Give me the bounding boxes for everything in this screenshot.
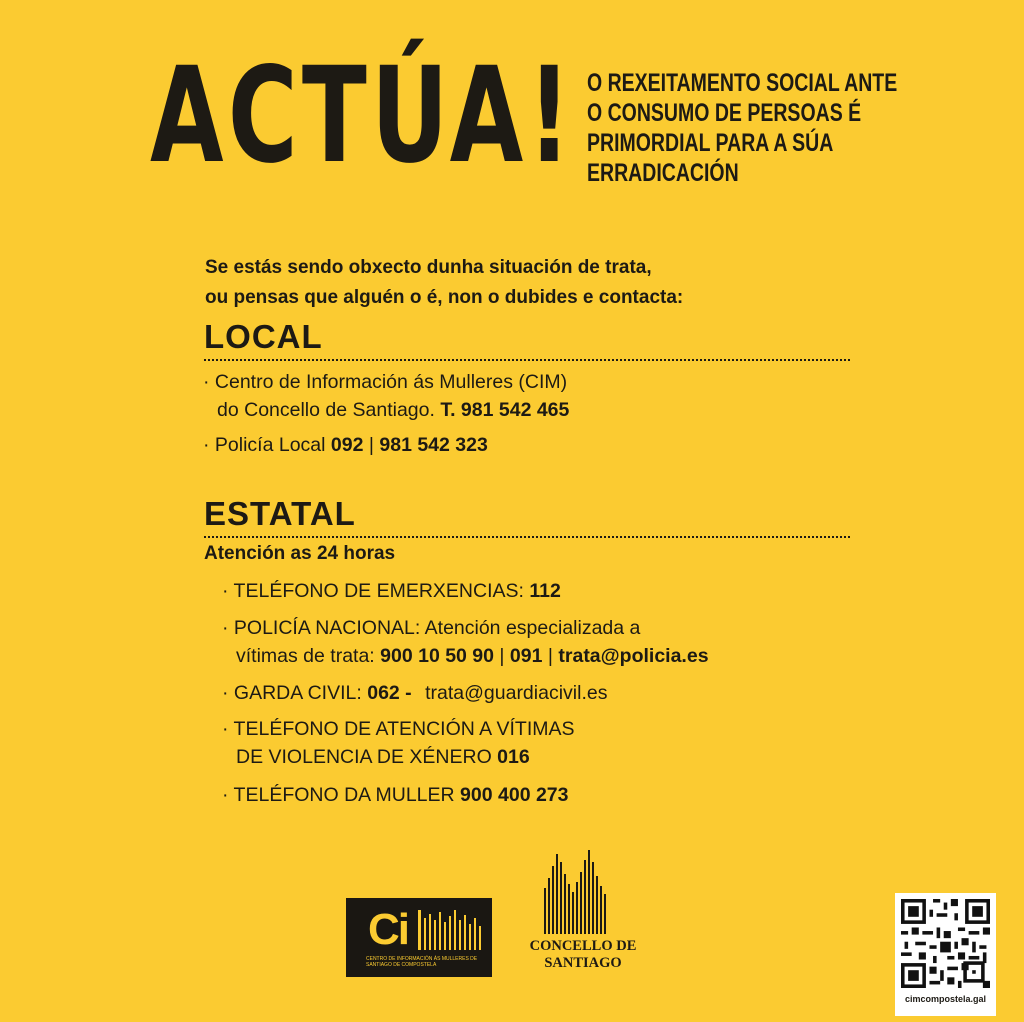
concello-line1: CONCELLO DE — [529, 938, 637, 954]
emergencias-number: 112 — [529, 580, 561, 602]
local-divider — [204, 359, 850, 361]
policia-nacional-line1: · POLICÍA NACIONAL: Atención especializada a — [222, 617, 641, 639]
cim-line2 — [203, 396, 569, 424]
intro-text — [205, 253, 683, 313]
qr-code-icon — [901, 899, 990, 988]
violencia-label: DE VIOLENCIA DE XÉNERO — [236, 746, 492, 768]
muller-number: 900 400 273 — [460, 784, 569, 806]
intro-line: Se estás sendo obxecto dunha situación de trata, — [205, 257, 652, 278]
policia-nacional-phone: 900 10 50 90 — [380, 645, 494, 667]
policia-nacional-entry — [222, 614, 709, 670]
cim-logo-caption: CENTRO DE INFORMACIÓN ÁS MULLERES DE SANTIAGO DE COMPOSTELA — [366, 956, 478, 968]
cim-logo-letters: Ci — [368, 905, 408, 954]
garda-civil-number: 062 - — [367, 682, 412, 704]
cim-logo — [346, 898, 492, 977]
separator: | — [547, 645, 553, 667]
tagline — [587, 68, 898, 188]
concello-bars-icon — [542, 848, 612, 934]
policia-local-label: · Policía Local — [203, 434, 326, 456]
cim-line2-text: do Concello de Santiago. — [217, 399, 435, 421]
tagline-line: O REXEITAMENTO SOCIAL ANTE — [587, 69, 898, 97]
policia-nacional-short: 091 — [509, 645, 543, 667]
muller-entry — [222, 781, 569, 809]
violencia-number: 016 — [497, 746, 530, 768]
headline: ACTÚA! — [150, 39, 576, 193]
tagline-line: PRIMORDIAL PARA A SÚA — [587, 129, 834, 157]
garda-civil-email: trata@guardiacivil.es — [425, 682, 608, 704]
violencia-line1: · TELÉFONO DE ATENCIÓN A VÍTIMAS — [222, 718, 575, 740]
cim-line1: · Centro de Información ás Mulleres (CIM) — [203, 371, 568, 393]
emergencias-label: · TELÉFONO DE EMERXENCIAS: — [222, 580, 524, 602]
separator: | — [368, 434, 374, 456]
policia-local-short: 092 — [330, 434, 364, 456]
tagline-line: ERRADICACIÓN — [587, 159, 739, 187]
policia-local-entry — [203, 431, 488, 459]
policia-nacional-email: trata@policia.es — [558, 645, 709, 667]
local-title: LOCAL — [204, 318, 323, 355]
estatal-title: ESTATAL — [204, 495, 356, 532]
policia-local-phone: 981 542 323 — [379, 434, 488, 456]
separator: | — [499, 645, 505, 667]
concello-name — [528, 938, 638, 972]
tagline-line: O CONSUMO DE PERSOAS É — [587, 99, 862, 127]
emergencias-entry — [222, 577, 561, 605]
cim-entry — [203, 368, 569, 424]
violencia-entry — [222, 715, 575, 771]
intro-line: ou pensas que alguén o é, non o dubides e contacta: — [205, 287, 684, 308]
cim-bars-icon — [418, 910, 484, 950]
concello-line2: SANTIAGO — [544, 955, 622, 971]
policia-nacional-label: vítimas de trata: — [236, 645, 375, 667]
cim-phone: T. 981 542 465 — [440, 399, 570, 421]
estatal-subtitle: Atención as 24 horas — [204, 543, 396, 564]
violencia-line2 — [222, 743, 575, 771]
estatal-divider — [204, 536, 850, 538]
qr-caption: cimcompostela.gal — [904, 994, 987, 1004]
qr-code[interactable] — [895, 893, 996, 1016]
garda-civil-label: · GARDA CIVIL: — [222, 682, 362, 704]
garda-civil-entry — [222, 679, 607, 707]
muller-label: · TELÉFONO DA MULLER — [222, 784, 455, 806]
policia-nacional-line2 — [222, 642, 709, 670]
